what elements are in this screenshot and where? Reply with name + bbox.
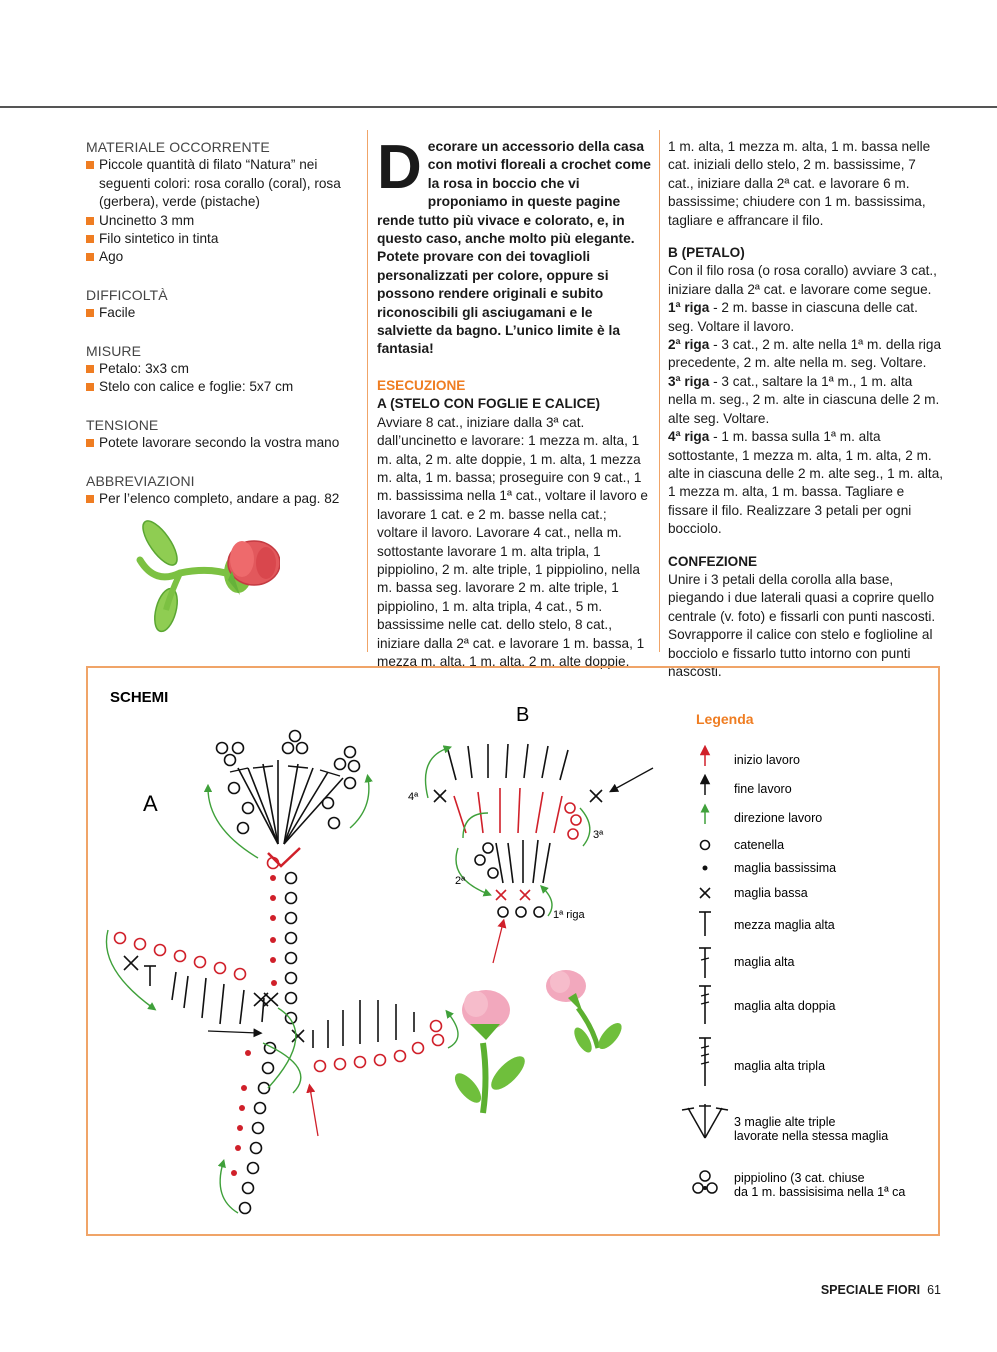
list-item: Potete lavorare secondo la vostra mano	[86, 434, 356, 452]
sidebar-info	[86, 138, 356, 528]
legend-three-treble-2: lavorate nella stessa maglia	[734, 1129, 889, 1143]
legend-direction: direzione lavoro	[734, 811, 823, 825]
legend-treble: maglia alta doppia	[734, 999, 836, 1013]
top-rule	[0, 106, 997, 108]
footer-section: SPECIALE FIORI	[820, 1283, 921, 1297]
materials-heading: MATERIALE OCCORRENTE	[86, 139, 270, 155]
bullet-icon	[86, 383, 94, 391]
legend-single-crochet: maglia bassa	[734, 886, 808, 900]
legend-slip-stitch: maglia bassissima	[734, 861, 837, 875]
materials-section	[86, 138, 356, 267]
diagram-a	[115, 731, 444, 1214]
abbrev-section	[86, 472, 356, 509]
schemi-box	[86, 666, 940, 1236]
page-number: 61	[927, 1283, 941, 1297]
part-b-intro: Con il filo rosa (o rosa corallo) avviare 3 cat., iniziare dalla 2ª cat. e lavorare come segue.	[668, 263, 937, 297]
row-label-4: 4ª	[408, 791, 419, 803]
rosebud-photo	[120, 515, 280, 640]
sizes-section	[86, 342, 356, 397]
list-item: Filo sintetico in tinta	[86, 230, 356, 248]
execution-heading: ESECUZIONE	[377, 377, 466, 393]
legend-double: maglia alta	[734, 955, 795, 969]
row-1: 1ª riga - 2 m. basse in ciascuna delle cat. seg. Voltare il lavoro.	[668, 300, 918, 334]
article-body	[377, 133, 651, 671]
rosebud-photo-large	[450, 990, 530, 1113]
row-label-2: 2ª	[455, 875, 466, 887]
rosebud-photo-small	[546, 970, 626, 1055]
legend-start: inizio lavoro	[734, 753, 801, 767]
legend-picot-2: da 1 m. bassisisima nella 1ª ca	[734, 1185, 906, 1199]
part-b-heading: B (PETALO)	[668, 245, 745, 261]
list-item: Per l’elenco completo, andare a pag. 82	[86, 490, 356, 508]
list-item: Stelo con calice e foglie: 5x7 cm	[86, 378, 356, 396]
bullet-icon	[86, 161, 94, 169]
list-item: Ago	[86, 248, 356, 266]
diagram-b-label: B	[516, 704, 530, 726]
bullet-icon	[86, 217, 94, 225]
page-footer	[821, 1283, 941, 1297]
list-item: Facile	[86, 304, 356, 322]
bullet-icon	[86, 235, 94, 243]
row-4: 4ª riga - 1 m. bassa sulla 1ª m. alta sottostante, 1 mezza m. alta, 1 m. alta, 2 m. alte in ciascuna delle 2 m. alte seg., 1 m. alta, 1 mezza m. alta, 1 m. bassa. Tagliare e fissare il filo. Realizzare 3 petali per ogni bocciolo.	[668, 429, 944, 537]
column-divider	[367, 130, 368, 652]
legend-end: fine lavoro	[734, 782, 792, 796]
legend-list	[682, 750, 905, 1199]
confezione-heading: CONFEZIONE	[668, 553, 758, 569]
article-body-continued	[668, 138, 944, 681]
difficulty-section	[86, 286, 356, 323]
legend-double-treble: maglia alta tripla	[734, 1059, 826, 1073]
drop-cap: D	[377, 133, 422, 202]
legend-chain: catenella	[734, 838, 785, 852]
bullet-icon	[86, 439, 94, 447]
part-a-text-cont: 1 m. alta, 1 mezza m. alta, 1 m. bassa nelle cat. iniziali dello stelo, 2 m. bassissime, 7 cat., iniziare dalla 2ª cat. e lavorare 6 m. bassissime; chiudere con 1 m. bassissima, tagliare e affrancare il filo.	[668, 139, 931, 228]
legend-three-treble: 3 maglie alte triple	[734, 1115, 836, 1129]
legend-title: Legenda	[696, 711, 754, 727]
list-item: Petalo: 3x3 cm	[86, 360, 356, 378]
row-2: 2ª riga - 3 cat., 2 m. alte nella 1ª m. della riga precedente, 2 m. alte nella m. seg. Voltare.	[668, 337, 942, 371]
confezione-text: Unire i 3 petali della corolla alla base, piegando i due laterali quasi a coprire quello centrale (v. foto) e fissarli con punti nascosti. Sovrapporre il calice con stelo e foglioline al bocciolo e fissarlo tutto intorno con punti nascosti.	[668, 571, 936, 679]
abbrev-heading: ABBREVIAZIONI	[86, 472, 195, 489]
row-label-1: 1ª riga	[553, 909, 585, 921]
bullet-icon	[86, 309, 94, 317]
list-item: Uncinetto 3 mm	[86, 212, 356, 230]
schemi-title: SCHEMI	[110, 689, 169, 706]
diagram-b	[434, 744, 602, 917]
intro-paragraph: Decorare un accessorio della casa con motivi floreali a crochet come la rosa in boccio che vi proponiamo in queste pagine rende tutto più vivace e colorato, e, in questo caso, anche molto più elegante. Potete provare con dei tovaglioli personalizzati per colore, oppure si possono rendere originali e subito riconoscibili gli asciugamani e le salviette da bagno. L’unico limite è la fantasia!	[377, 133, 651, 357]
column-divider	[659, 130, 660, 652]
bullet-icon	[86, 365, 94, 373]
tension-section	[86, 416, 356, 453]
bullet-icon	[86, 495, 94, 503]
tension-heading: TENSIONE	[86, 416, 159, 433]
bullet-icon	[86, 253, 94, 261]
sizes-heading: MISURE	[86, 342, 142, 359]
row-3: 3ª riga - 3 cat., saltare la 1ª m., 1 m. alta nella m. seg., 2 m. alte in ciascuna delle 2 m. alte seg. Voltare.	[668, 373, 940, 426]
difficulty-heading: DIFFICOLTÀ	[86, 286, 168, 303]
diagram-a-label: A	[143, 791, 158, 816]
part-a-text: Avviare 8 cat., iniziare dalla 3ª cat. dall’uncinetto e lavorare: 1 mezza m. alta, 1 m. alta, 2 m. alte doppie, 1 m. alta, 1 mezza m. alta, 1 m. bassa; proseguire con 9 cat., 1 m. bassissima nella 1ª cat., voltare il lavoro e lavorare 1 cat. e 2 m. basse nella cat.; voltare il lavoro. Lavorare 4 cat., nella m. sottostante lavorare 1 m. alta tripla, 1 pippiolino, 2 m. alte triple, 1 pippiolino, nella m. bassa seg. lavorare 2 m. alte triple, 1 pippiolino, 1 m. alta tripla, 4 cat., 5 m. bassissime nelle cat. dello stelo, 8 cat., iniziare dalla 2ª cat. e lavorare 1 m. bassa, 1 mezza m. alta, 1 m. alta, 2 m. alte doppie,	[377, 414, 648, 669]
legend-half-double: mezza maglia alta	[734, 918, 835, 932]
row-label-3: 3ª	[593, 829, 604, 841]
crochet-diagrams	[88, 668, 938, 1234]
part-a-heading: A (STELO CON FOGLIE E CALICE)	[377, 396, 601, 412]
list-item: Piccole quantità di filato “Natura” nei seguenti colori: rosa corallo (coral), rosa (gerbera), verde (pistache)	[86, 156, 356, 211]
legend-picot: pippiolino (3 cat. chiuse	[734, 1171, 865, 1185]
